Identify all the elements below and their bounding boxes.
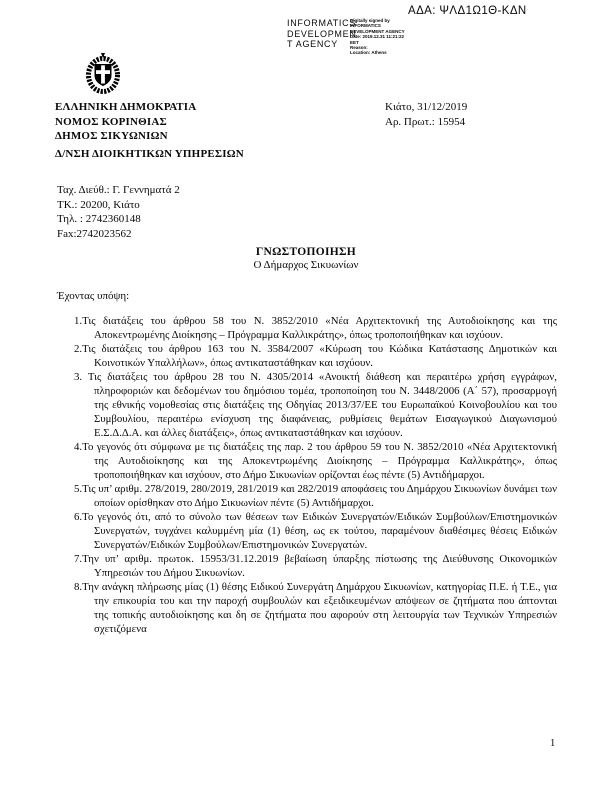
considerations-list	[55, 314, 557, 636]
document-title: ΓΝΩΣΤΟΠΟΙΗΣΗ	[255, 246, 357, 258]
item-text: Τις διατάξεις του άρθρου 58 του Ν. 3852/2010 «Νέα Αρχιτεκτονική της Αυτοδιοίκησης και της Αποκεντρωμένης Διοίκησης – Πρόγραμμα Καλλικράτης», όπως τροποποιήθηκαν και ισχύουν.	[82, 315, 557, 341]
document-title-block	[55, 246, 557, 271]
signature-detail-line: Date: 2019.12.31 11:21:22	[350, 34, 405, 40]
issuing-authority-block	[55, 100, 244, 161]
contact-info-block	[57, 183, 180, 241]
contact-line: Fax:2742023562	[57, 227, 132, 240]
date-protocol-block	[385, 100, 467, 129]
signature-details-text	[350, 18, 432, 56]
consideration-item	[74, 482, 557, 510]
contact-line: ΤΚ.: 20200, Κιάτο	[57, 198, 140, 211]
issuing-authority-line: ΔΗΜΟΣ ΣΙΚΥΩΝΙΩΝ	[55, 130, 168, 142]
document-subtitle: Ο Δήμαρχος Σικυωνίων	[253, 259, 359, 271]
consideration-item	[74, 552, 557, 580]
considerations-section	[55, 314, 557, 636]
consideration-item	[74, 440, 557, 482]
item-number: 7.	[74, 553, 83, 565]
digital-signature-stamp	[287, 18, 432, 56]
signature-detail-line: EET	[350, 39, 359, 45]
item-text: Το γεγονός ότι, από το σύνολο των θέσεων των Ειδικών Συνεργατών/Ειδικών Συμβούλων/Επιστημονικών Συνεργατών, τυγχάνει καλυμμένη μία (1) θέση, ως εκ τούτου, παραμένουν διαθέσιμες θέσεις Ειδικών Συνεργατών/Ειδικών Συμβούλων/Επιστημονικών Συνεργατών.	[82, 511, 557, 551]
protocol-number: Αρ. Πρωτ.: 15954	[385, 115, 466, 128]
issuing-authority-line: Δ/ΝΣΗ ΔΙΟΙΚΗΤΙΚΩΝ ΥΠΗΡΕΣΙΩΝ	[55, 147, 244, 160]
item-text: Τις διατάξεις του άρθρου 163 του Ν. 3584/2007 «Κύρωση του Κώδικα Κατάστασης Δημοτικών και Κοινοτικών Υπαλλήλων», όπως αντικαταστάθηκαν και ισχύουν.	[82, 343, 557, 369]
item-number: 4.	[74, 441, 83, 453]
issuing-authority-line: ΕΛΛΗΝΙΚΗ ΔΗΜΟΚΡΑΤΙΑ	[55, 101, 197, 113]
signature-detail-line: Digitally signed by	[350, 18, 390, 23]
preamble-intro: Έχοντας υπόψη:	[57, 290, 130, 302]
contact-line: Τηλ. : 2742360148	[57, 213, 141, 226]
item-number: 6.	[74, 511, 83, 523]
signature-agency-line: INFORMATICS	[287, 18, 357, 28]
signature-detail-line: DEVELOPMENT AGENCY	[350, 28, 405, 34]
item-number: 1.	[74, 315, 83, 327]
item-text: Τις διατάξεις του άρθρου 28 του Ν. 4305/2014 «Ανοικτή διάθεση και περαιτέρω χρήση εγγράφων, πληροφοριών και δεδομένων του δημόσιου τομέα, τροποποίηση του Ν. 3448/2006 (Α΄ 57), προσαρμογή της εθνικής νομοθεσίας στις διατάξεις της Οδηγίας 2013/37/ΕΕ του Ευρωπαϊκού Κοινοβουλίου και του Συμβουλίου, περαιτέρω ενίσχυση της διαφάνειας, ρυθμίσεις θεμάτων Εισαγωγικού Διαγωνισμού Ε.Σ.Δ.Δ.Α. και άλλες διατάξεις», όπως αντικαταστάθηκαν και ισχύουν.	[82, 371, 557, 439]
consideration-item	[74, 314, 557, 342]
page-number: 1	[550, 738, 556, 749]
item-text: Την ανάγκη πλήρωσης μίας (1) θέσης Ειδικού Συνεργάτη Δημάρχου Σικυωνίων, κατηγορίας Π.Ε. ή Τ.Ε., για την επικουρία του και την παροχή συμβουλών και εξειδικευμένων απόψεων σε ζητήματα που άπτονται της τοπικής αυτοδιοίκησης και δη σε ζητήματα που αφορούν στη λειτουργία των Τεχνικών Υπηρεσιών σχετιζόμενα	[82, 581, 557, 635]
item-number: 2.	[74, 343, 83, 355]
item-number: 8.	[74, 581, 83, 593]
item-number: 3.	[74, 371, 83, 383]
greek-national-emblem-icon	[84, 50, 122, 103]
consideration-item	[74, 580, 557, 636]
issuing-authority-line: ΝΟΜΟΣ ΚΟΡΙΝΘΙΑΣ	[55, 115, 167, 128]
item-number: 5.	[74, 483, 83, 495]
signature-agency-line: DEVELOPMEN	[287, 28, 357, 39]
signature-agency-line: T AGENCY	[287, 39, 338, 49]
place-date: Κιάτο, 31/12/2019	[385, 101, 468, 113]
item-text: Τις υπ’ αριθμ. 278/2019, 280/2019, 281/2019 και 282/2019 αποφάσεις του Δημάρχου Σικυωνίων δυνάμει των οποίων ορίσθηκαν στο Δήμο Σικυωνίων πέντε (5) Αντιδήμαρχοι.	[82, 483, 557, 509]
item-text: Το γεγονός ότι σύμφωνα με τις διατάξεις της παρ. 2 του άρθρου 59 του Ν. 3852/2010 «Νέα Αρχιτεκτονική της Αυτοδιοίκησης και της Αποκεντρωμένης Διοίκησης – Πρόγραμμα Καλλικράτης», όπως τροποποιήθηκαν και ισχύουν, στο Δήμο Σικυωνίων ορίζονται έως πέντε (5) Αντιδήμαρχοι.	[82, 441, 557, 481]
signature-detail-line: Location: Athens	[350, 50, 387, 56]
signature-detail-line: Reason:	[350, 45, 368, 51]
item-text: Την υπ’ αριθμ. πρωτοκ. 15953/31.12.2019 βεβαίωση ύπαρξης πίστωσης της Διεύθυνσης Οικονομικών Υπηρεσιών του Δήμου Σικυωνίων.	[82, 553, 557, 579]
consideration-item	[74, 370, 557, 440]
consideration-item	[74, 510, 557, 552]
ada-code: ΑΔΑ: ΨΛΔ1Ω1Θ-ΚΔΝ	[408, 5, 527, 17]
contact-line: Ταχ. Διεύθ.: Γ. Γεννηματά 2	[57, 184, 180, 196]
signature-detail-line: INFORMATICS	[350, 23, 381, 29]
consideration-item	[74, 342, 557, 370]
